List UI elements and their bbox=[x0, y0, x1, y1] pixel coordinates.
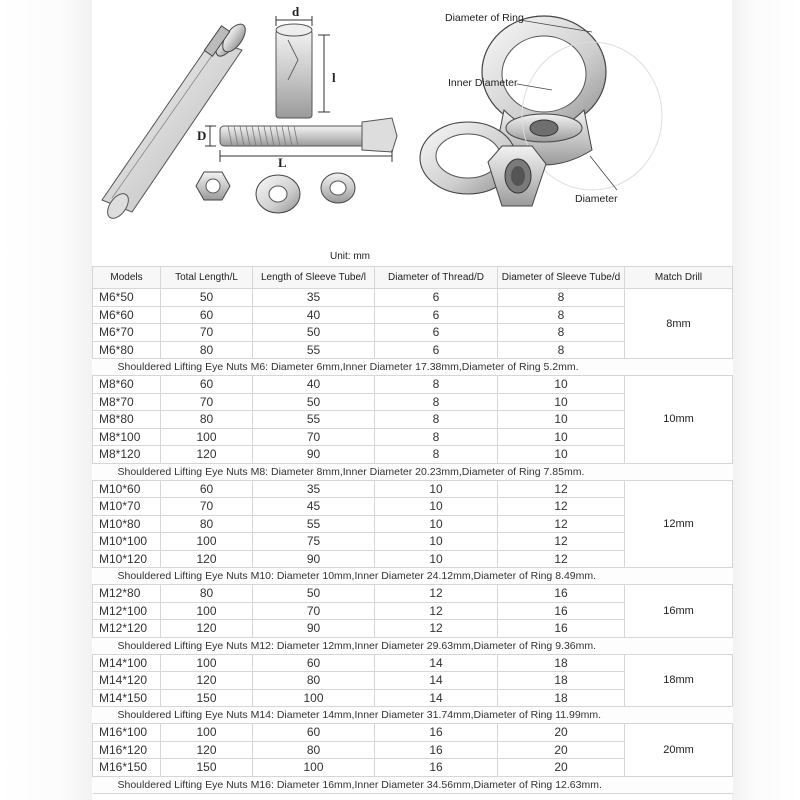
thread-diameter-cell: 6 bbox=[375, 306, 498, 324]
column-header-sleeve-diameter: Diameter of Sleeve Tube/d bbox=[498, 267, 625, 289]
eye-nut-note-row bbox=[93, 776, 733, 793]
model-cell: M8*60 bbox=[93, 376, 161, 394]
sleeve-diameter-cell: 12 bbox=[498, 515, 625, 533]
total-length-cell: 50 bbox=[161, 289, 253, 307]
sleeve-length-cell: 35 bbox=[253, 289, 375, 307]
total-length-cell: 100 bbox=[161, 724, 253, 742]
sleeve-diameter-cell: 8 bbox=[498, 289, 625, 307]
sleeve-length-cell: 50 bbox=[253, 324, 375, 342]
thread-diameter-cell: 10 bbox=[375, 550, 498, 568]
total-length-label: L bbox=[278, 155, 287, 170]
sleeve-diameter-cell: 10 bbox=[498, 428, 625, 446]
model-cell: M10*120 bbox=[93, 550, 161, 568]
thread-diameter-cell: 6 bbox=[375, 341, 498, 359]
eye-nut-note: Shouldered Lifting Eye Nuts M12: Diameter 12mm,Inner Diameter 29.63mm,Diameter of Ring 9.36mm. bbox=[93, 637, 733, 654]
thread-diameter-cell: 10 bbox=[375, 498, 498, 516]
total-length-cell: 80 bbox=[161, 411, 253, 429]
thread-diameter-cell: 6 bbox=[375, 324, 498, 342]
table-header-row bbox=[93, 267, 733, 289]
sleeve-diameter-cell: 18 bbox=[498, 689, 625, 707]
match-drill-cell: 16mm bbox=[625, 585, 733, 638]
total-length-cell: 120 bbox=[161, 446, 253, 464]
anchor-bolt-icon bbox=[102, 20, 250, 222]
table-row bbox=[93, 654, 733, 672]
model-cell: M16*150 bbox=[93, 759, 161, 777]
eye-nut-note-row bbox=[93, 707, 733, 724]
model-cell: M8*80 bbox=[93, 411, 161, 429]
sleeve-diameter-label: d bbox=[292, 4, 300, 19]
unit-label: Unit: mm bbox=[330, 251, 370, 262]
sleeve-diameter-cell: 12 bbox=[498, 550, 625, 568]
total-length-cell: 100 bbox=[161, 533, 253, 551]
thread-diameter-cell: 14 bbox=[375, 689, 498, 707]
sleeve-diameter-cell: 12 bbox=[498, 533, 625, 551]
table-row bbox=[93, 585, 733, 603]
total-length-cell: 60 bbox=[161, 306, 253, 324]
sleeve-diameter-cell: 16 bbox=[498, 602, 625, 620]
model-cell: M10*60 bbox=[93, 480, 161, 498]
column-header-sleeve-length: Length of Sleeve Tube/l bbox=[253, 267, 375, 289]
column-header-thread-diameter: Diameter of Thread/D bbox=[375, 267, 498, 289]
inner-diameter-callout: Inner Diameter bbox=[448, 77, 518, 89]
sleeve-length-cell: 90 bbox=[253, 550, 375, 568]
thread-diameter-cell: 8 bbox=[375, 376, 498, 394]
sleeve-length-cell: 70 bbox=[253, 602, 375, 620]
thread-diameter-cell: 8 bbox=[375, 446, 498, 464]
sleeve-length-cell: 60 bbox=[253, 724, 375, 742]
match-drill-cell: 18mm bbox=[625, 654, 733, 707]
sleeve-length-cell: 55 bbox=[253, 341, 375, 359]
sleeve-diameter-cell: 16 bbox=[498, 585, 625, 603]
total-length-cell: 70 bbox=[161, 324, 253, 342]
eye-nut-note: Shouldered Lifting Eye Nuts M14: Diameter 14mm,Inner Diameter 31.74mm,Diameter of Ring 11.99mm. bbox=[93, 707, 733, 724]
sleeve-length-cell: 100 bbox=[253, 759, 375, 777]
sleeve-diameter-cell: 10 bbox=[498, 393, 625, 411]
thread-diameter-cell: 14 bbox=[375, 672, 498, 690]
flat-washer-icon bbox=[256, 175, 300, 213]
diameter-callout: Diameter bbox=[575, 193, 618, 205]
sleeve-length-cell: 40 bbox=[253, 376, 375, 394]
sleeve-length-cell: 50 bbox=[253, 393, 375, 411]
total-length-cell: 60 bbox=[161, 480, 253, 498]
sleeve-length-cell: 55 bbox=[253, 411, 375, 429]
model-cell: M8*100 bbox=[93, 428, 161, 446]
total-length-cell: 100 bbox=[161, 428, 253, 446]
thread-diameter-cell: 12 bbox=[375, 620, 498, 638]
model-cell: M12*120 bbox=[93, 620, 161, 638]
sleeve-diameter-cell: 10 bbox=[498, 446, 625, 464]
match-drill-cell: 20mm bbox=[625, 724, 733, 777]
column-header-match-drill: Match Drill bbox=[625, 267, 733, 289]
model-cell: M16*120 bbox=[93, 741, 161, 759]
eye-nut-note: Shouldered Lifting Eye Nuts M10: Diameter 10mm,Inner Diameter 24.12mm,Diameter of Ring 8.49mm. bbox=[93, 568, 733, 585]
sleeve-diameter-cell: 8 bbox=[498, 341, 625, 359]
thread-diameter-label: D bbox=[197, 128, 207, 143]
total-length-cell: 120 bbox=[161, 741, 253, 759]
eye-nut-note: Shouldered Lifting Eye Nuts M8: Diameter 8mm,Inner Diameter 20.23mm,Diameter of Ring 7.85mm. bbox=[93, 463, 733, 480]
spec-table bbox=[92, 266, 733, 794]
model-cell: M8*120 bbox=[93, 446, 161, 464]
sleeve-diameter-cell: 16 bbox=[498, 620, 625, 638]
sleeve-length-cell: 55 bbox=[253, 515, 375, 533]
model-cell: M8*70 bbox=[93, 393, 161, 411]
total-length-cell: 70 bbox=[161, 393, 253, 411]
match-drill-cell: 8mm bbox=[625, 289, 733, 359]
spring-washer-icon bbox=[321, 173, 355, 203]
model-cell: M14*150 bbox=[93, 689, 161, 707]
column-header-total-length: Total Length/L bbox=[161, 267, 253, 289]
total-length-cell: 150 bbox=[161, 759, 253, 777]
threaded-bolt-icon bbox=[205, 118, 397, 162]
hex-nut-icon bbox=[196, 172, 230, 200]
thread-diameter-cell: 10 bbox=[375, 515, 498, 533]
thread-diameter-cell: 16 bbox=[375, 741, 498, 759]
model-cell: M6*60 bbox=[93, 306, 161, 324]
sleeve-length-cell: 75 bbox=[253, 533, 375, 551]
total-length-cell: 80 bbox=[161, 341, 253, 359]
thread-diameter-cell: 8 bbox=[375, 393, 498, 411]
thread-diameter-cell: 14 bbox=[375, 654, 498, 672]
model-cell: M14*100 bbox=[93, 654, 161, 672]
model-cell: M6*50 bbox=[93, 289, 161, 307]
eye-nut-note: Shouldered Lifting Eye Nuts M16: Diameter 16mm,Inner Diameter 34.56mm,Diameter of Ring 12.63mm. bbox=[93, 776, 733, 793]
diameter-of-ring-callout: Diameter of Ring bbox=[445, 12, 524, 24]
sleeve-diameter-cell: 20 bbox=[498, 724, 625, 742]
sleeve-diameter-cell: 8 bbox=[498, 306, 625, 324]
table-row bbox=[93, 289, 733, 307]
total-length-cell: 80 bbox=[161, 585, 253, 603]
table-row bbox=[93, 376, 733, 394]
sleeve-diameter-cell: 10 bbox=[498, 411, 625, 429]
left-margin bbox=[0, 0, 92, 800]
sleeve-diameter-cell: 18 bbox=[498, 654, 625, 672]
sleeve-diameter-cell: 8 bbox=[498, 324, 625, 342]
sleeve-length-cell: 45 bbox=[253, 498, 375, 516]
total-length-cell: 150 bbox=[161, 689, 253, 707]
sleeve-diameter-cell: 12 bbox=[498, 480, 625, 498]
sleeve-length-cell: 80 bbox=[253, 672, 375, 690]
column-header-models: Models bbox=[93, 267, 161, 289]
sleeve-length-cell: 40 bbox=[253, 306, 375, 324]
eye-nut-note-row bbox=[93, 568, 733, 585]
model-cell: M10*70 bbox=[93, 498, 161, 516]
thread-diameter-cell: 12 bbox=[375, 602, 498, 620]
sleeve-length-label: l bbox=[332, 70, 336, 85]
thread-diameter-cell: 10 bbox=[375, 533, 498, 551]
eye-nut-note-row bbox=[93, 463, 733, 480]
table-row bbox=[93, 724, 733, 742]
match-drill-cell: 10mm bbox=[625, 376, 733, 464]
sleeve-length-cell: 50 bbox=[253, 585, 375, 603]
sleeve-length-cell: 60 bbox=[253, 654, 375, 672]
total-length-cell: 120 bbox=[161, 672, 253, 690]
eye-nut-note-row bbox=[93, 359, 733, 376]
match-drill-cell: 12mm bbox=[625, 480, 733, 568]
thread-diameter-cell: 8 bbox=[375, 428, 498, 446]
sleeve-diameter-cell: 18 bbox=[498, 672, 625, 690]
model-cell: M12*100 bbox=[93, 602, 161, 620]
right-margin bbox=[732, 0, 800, 800]
model-cell: M16*100 bbox=[93, 724, 161, 742]
sleeve-length-cell: 90 bbox=[253, 620, 375, 638]
model-cell: M14*120 bbox=[93, 672, 161, 690]
thread-diameter-cell: 16 bbox=[375, 759, 498, 777]
total-length-cell: 100 bbox=[161, 654, 253, 672]
sleeve-length-cell: 70 bbox=[253, 428, 375, 446]
model-cell: M10*80 bbox=[93, 515, 161, 533]
total-length-cell: 80 bbox=[161, 515, 253, 533]
model-cell: M12*80 bbox=[93, 585, 161, 603]
sleeve-diameter-cell: 12 bbox=[498, 498, 625, 516]
total-length-cell: 100 bbox=[161, 602, 253, 620]
thread-diameter-cell: 6 bbox=[375, 289, 498, 307]
sleeve-length-cell: 100 bbox=[253, 689, 375, 707]
model-cell: M10*100 bbox=[93, 533, 161, 551]
sleeve-diameter-cell: 10 bbox=[498, 376, 625, 394]
product-illustration bbox=[92, 0, 732, 245]
sleeve-diameter-cell: 20 bbox=[498, 741, 625, 759]
model-cell: M6*80 bbox=[93, 341, 161, 359]
sleeve-tube-icon bbox=[276, 16, 330, 118]
thread-diameter-cell: 8 bbox=[375, 411, 498, 429]
total-length-cell: 120 bbox=[161, 620, 253, 638]
sleeve-length-cell: 35 bbox=[253, 480, 375, 498]
sleeve-length-cell: 90 bbox=[253, 446, 375, 464]
total-length-cell: 60 bbox=[161, 376, 253, 394]
eye-nut-note: Shouldered Lifting Eye Nuts M6: Diameter 6mm,Inner Diameter 17.38mm,Diameter of Ring 5.2mm. bbox=[93, 359, 733, 376]
total-length-cell: 70 bbox=[161, 498, 253, 516]
model-cell: M6*70 bbox=[93, 324, 161, 342]
sleeve-diameter-cell: 20 bbox=[498, 759, 625, 777]
total-length-cell: 120 bbox=[161, 550, 253, 568]
thread-diameter-cell: 10 bbox=[375, 480, 498, 498]
thread-diameter-cell: 16 bbox=[375, 724, 498, 742]
sleeve-length-cell: 80 bbox=[253, 741, 375, 759]
thread-diameter-cell: 12 bbox=[375, 585, 498, 603]
table-row bbox=[93, 480, 733, 498]
eye-nut-note-row bbox=[93, 637, 733, 654]
